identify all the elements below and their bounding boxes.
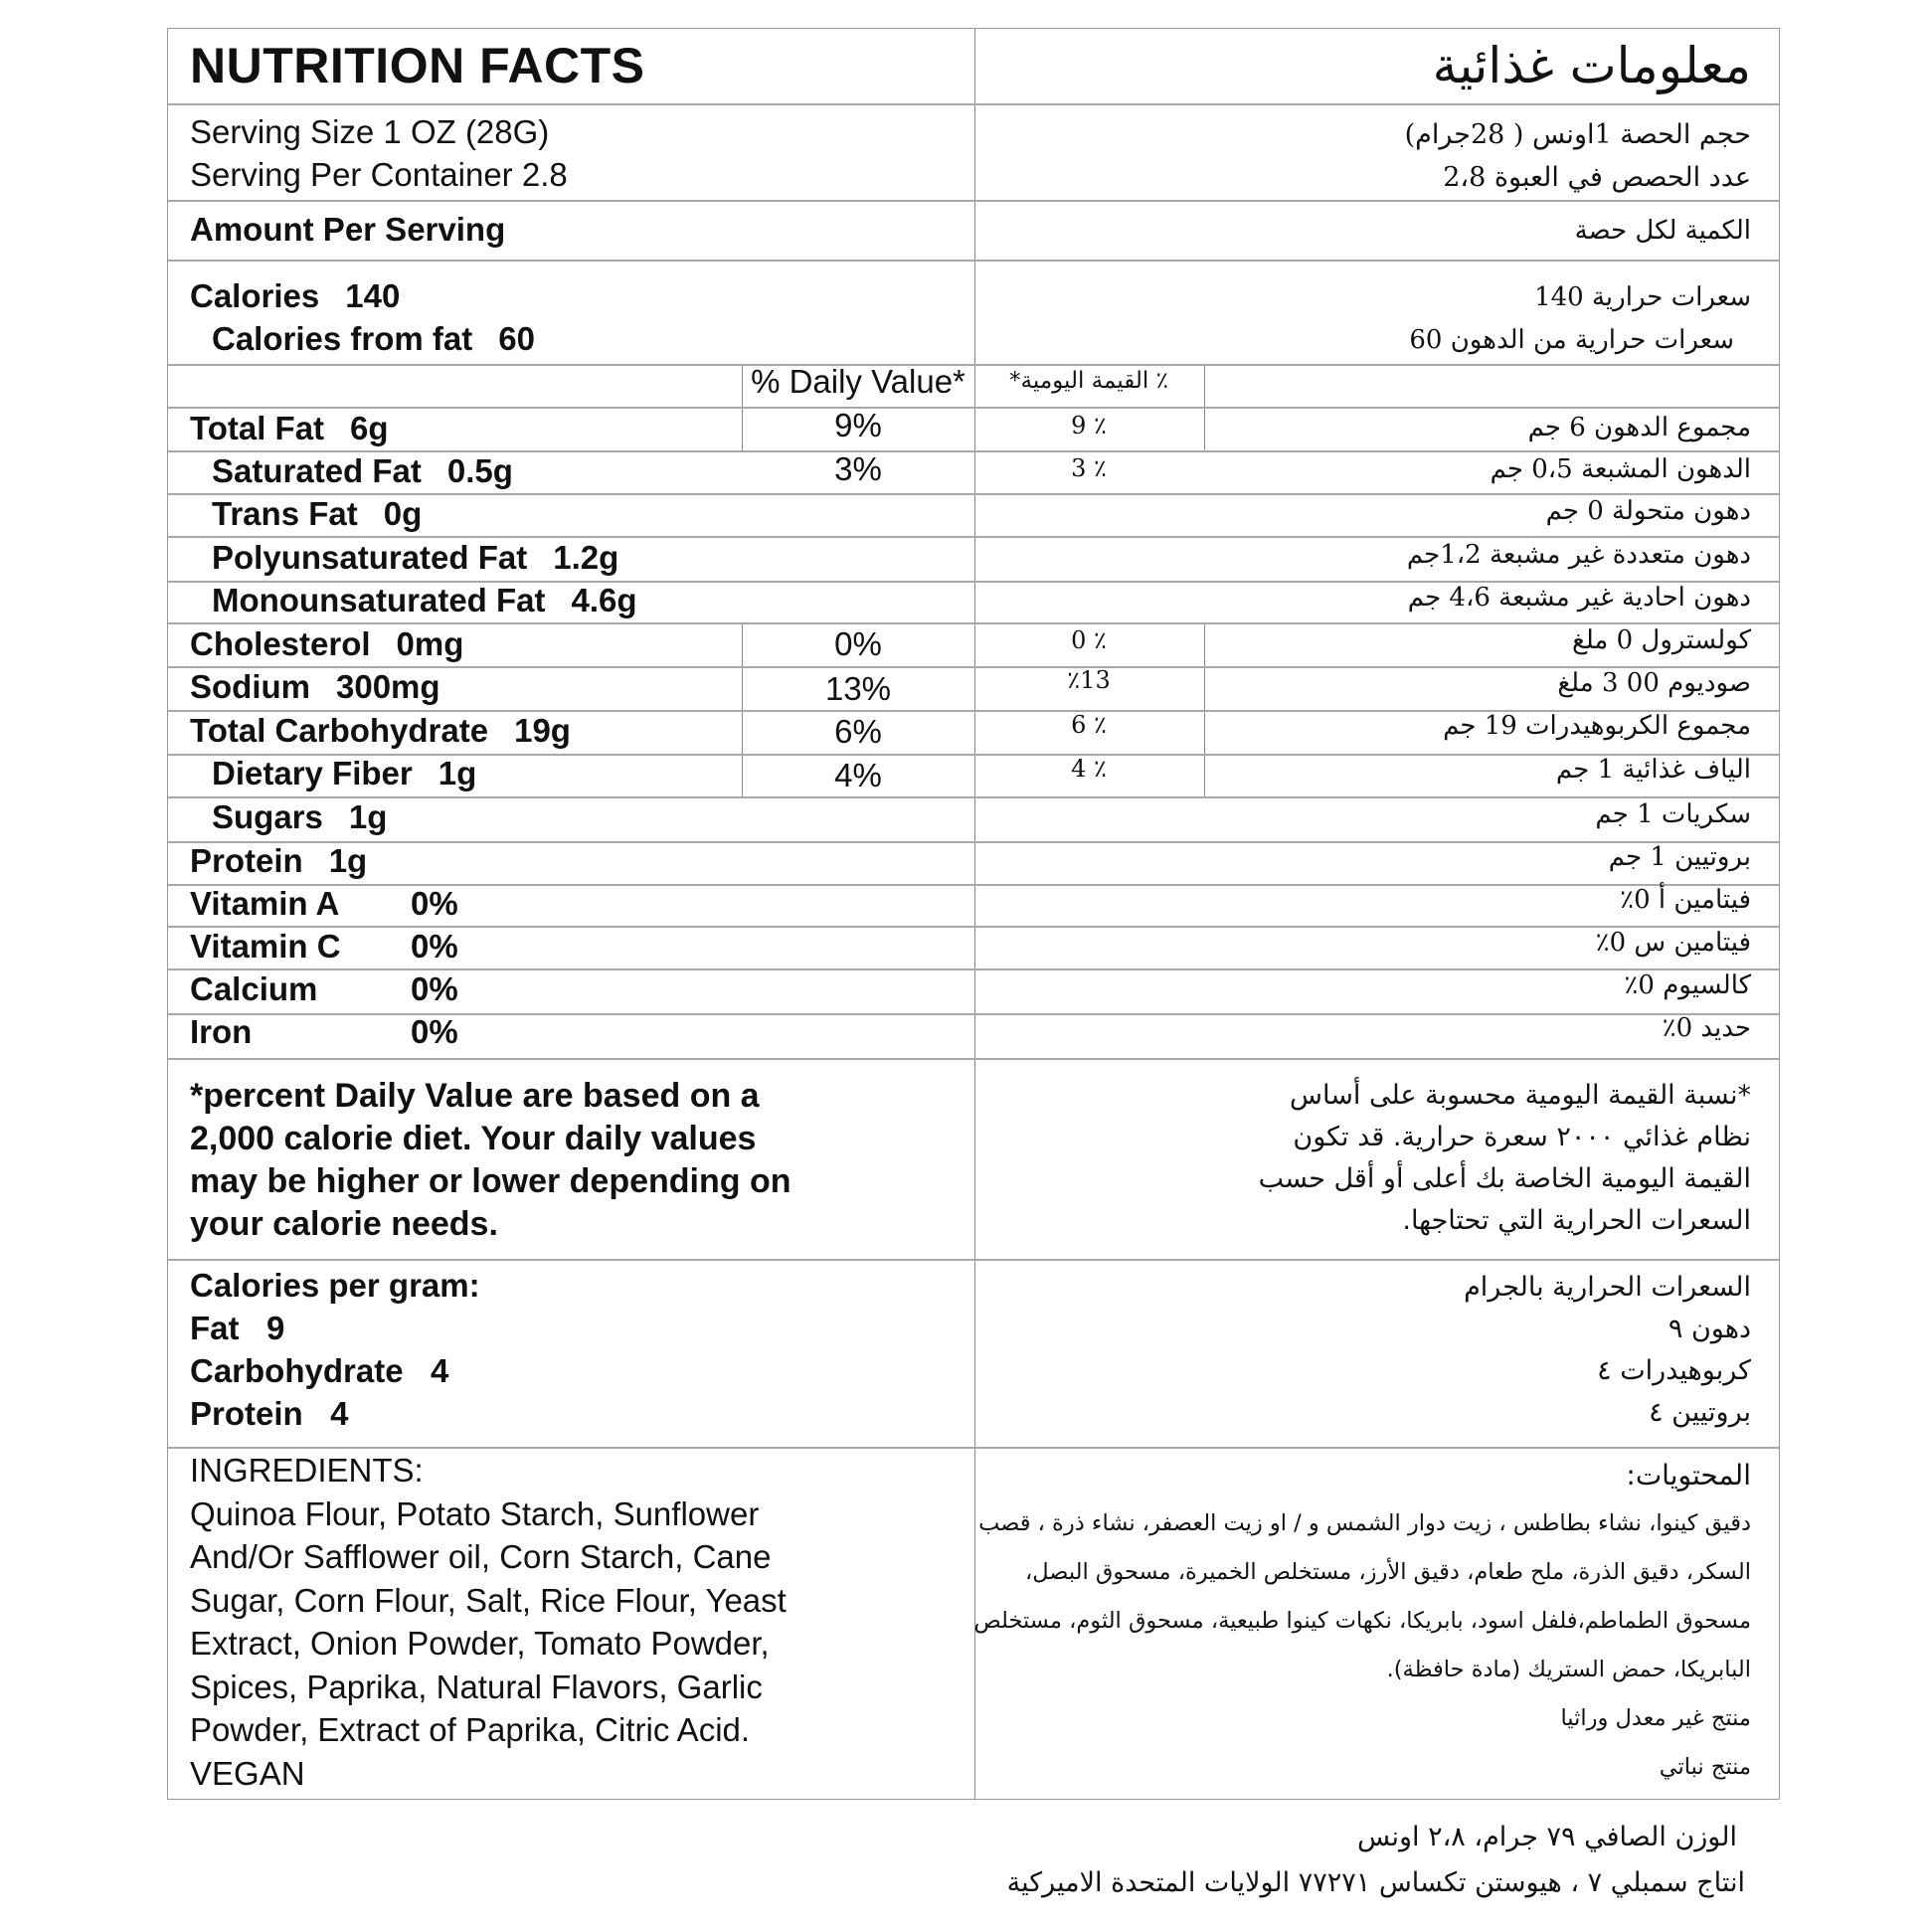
- nutrient-ar-monounsaturated-fat: دهون احادية غير مشبعة 4،6 جم: [1407, 583, 1751, 613]
- vitamin-row-a: [190, 885, 458, 923]
- nutrient-amount: 1g: [328, 842, 368, 879]
- nutrient-ar-saturated-fat: الدهون المشبعة 0،5 جم: [1490, 454, 1751, 484]
- non-gmo-label-ar: منتج غير معدل وراثيا: [1560, 1705, 1751, 1731]
- ingredients-line-ar: دقيق كينوا، نشاء بطاطس ، زيت دوار الشمس و / او زيت العصفر، نشاء ذرة ، قصب: [978, 1510, 1751, 1536]
- cpg-carbohydrate: Carbohydrate 4: [190, 1352, 449, 1389]
- ingredients-line: Quinoa Flour, Potato Starch, Sunflower: [190, 1494, 760, 1532]
- nutrient-amount: 1g: [348, 798, 388, 835]
- vitamin-value: 0%: [411, 885, 458, 922]
- nutrient-ar-cholesterol: كولسترول 0 ملغ: [1571, 625, 1751, 655]
- daily-value-header-ar: ٪ القيمة اليومية*: [1009, 368, 1168, 394]
- dv-total-fat: 9%: [834, 407, 882, 443]
- nutrient-name: Polyunsaturated Fat: [212, 539, 528, 576]
- dv-sodium: 13%: [824, 670, 892, 707]
- calories-from-fat-label: Calories from fat: [212, 320, 473, 357]
- serving-size: Serving Size 1 OZ (28G): [190, 113, 550, 150]
- cpg-title: Calories per gram:: [190, 1267, 480, 1304]
- rule: [168, 841, 1779, 843]
- nutrient-name: Protein: [190, 842, 303, 879]
- nutrient-row-polyunsaturated-fat: [190, 539, 618, 577]
- rule: [168, 1259, 1779, 1261]
- nutrient-name: Dietary Fiber: [212, 755, 413, 791]
- cpg-title-ar: السعرات الحرارية بالجرام: [1464, 1272, 1751, 1303]
- nutrient-row-protein: [190, 842, 367, 880]
- amount-per-serving: Amount Per Serving: [190, 211, 506, 248]
- nutrient-ar-polyunsaturated-fat: دهون متعددة غير مشبعة 1،2جم: [1406, 540, 1751, 570]
- footnote-line: your calorie needs.: [190, 1205, 498, 1243]
- vitamin-ar-calcium: كالسيوم 0٪: [1624, 970, 1751, 1000]
- nutrient-ar-dietary-fiber: الياف غذائية 1 جم: [1555, 755, 1751, 785]
- calories-from-fat-ar: سعرات حرارية من الدهون 60: [1409, 325, 1734, 355]
- nutrient-row-dietary-fiber: [190, 755, 476, 792]
- footnote-arabic: [1259, 1075, 1751, 1242]
- footnote-line: *percent Daily Value are based on a: [190, 1077, 760, 1115]
- rule: [168, 260, 1779, 262]
- footnote-line: may be higher or lower depending on: [190, 1162, 791, 1200]
- nutrient-name: Sugars: [212, 798, 323, 835]
- nutrient-name: Monounsaturated Fat: [212, 582, 546, 618]
- nutrient-ar-sugars: سكريات 1 جم: [1595, 799, 1751, 829]
- nutrient-amount: 4.6g: [571, 582, 637, 618]
- calories-label: Calories: [190, 277, 320, 314]
- daily-value-header: % Daily Value*: [751, 363, 966, 400]
- cpg-fat: Fat 9: [190, 1310, 285, 1346]
- vitamin-value: 0%: [411, 1013, 458, 1050]
- calories-from-fat-value: 60: [498, 320, 535, 357]
- rule: [168, 1058, 1779, 1060]
- nutrient-ar-protein: بروتيين 1 جم: [1608, 842, 1751, 872]
- cpg-carbohydrate-ar: كربوهيدرات ٤: [1597, 1355, 1751, 1386]
- dv-ar-saturated-fat: ٪ 3: [1071, 454, 1107, 482]
- vegan-label: VEGAN: [190, 1754, 305, 1792]
- nutrition-label: [167, 28, 1780, 1800]
- nutrient-row-monounsaturated-fat: [190, 582, 637, 619]
- footnote-line-ar: القيمة اليومية الخاصة بك أعلى أو أقل حسب: [1258, 1163, 1751, 1194]
- dv-ar-total-carbohydrate: ٪ 6: [1071, 711, 1107, 739]
- dv-total-carbohydrate: 6%: [834, 713, 882, 750]
- nutrient-ar-total-carbohydrate: مجموع الكربوهيدرات 19 جم: [1443, 711, 1751, 741]
- nutrient-row-total-carbohydrate: [190, 712, 571, 750]
- ingredients-line: Extract, Onion Powder, Tomato Powder,: [190, 1625, 770, 1662]
- amount-per-serving-ar: الكمية لكل حصة: [1574, 216, 1751, 246]
- vitamin-name: Calcium: [190, 970, 318, 1007]
- nutrient-name: Saturated Fat: [212, 452, 422, 489]
- nutrient-row-sugars: [190, 798, 387, 836]
- vitamin-name: Vitamin C: [190, 928, 341, 965]
- footnote-english: [190, 1075, 791, 1246]
- calories-per-gram-arabic: [1464, 1267, 1751, 1434]
- nutrient-ar-total-fat: مجموع الدهون 6 جم: [1527, 413, 1751, 442]
- vitamin-ar-c: فيتامين س 0٪: [1595, 928, 1751, 958]
- dv-saturated-fat: 3%: [834, 450, 882, 487]
- cpg-protein: Protein 4: [190, 1395, 349, 1432]
- nutrient-name: Cholesterol: [190, 625, 371, 662]
- rule: [168, 103, 1779, 105]
- nutrient-ar-sodium: صوديوم 00 3 ملغ: [1557, 668, 1751, 698]
- dv-ar-total-fat: ٪ 9: [1071, 412, 1107, 439]
- vitamin-row-c: [190, 928, 458, 966]
- ingredients-line-ar: البابريكا، حمض الستريك (مادة حافظة).: [1386, 1657, 1751, 1682]
- servings-per-container: Serving Per Container 2.8: [190, 156, 568, 193]
- vitamin-row-iron: [190, 1013, 458, 1051]
- rule: [168, 796, 1779, 798]
- serving-info-arabic: [1405, 113, 1751, 199]
- title-english: NUTRITION FACTS: [190, 38, 645, 93]
- nutrient-amount: 0g: [383, 495, 423, 532]
- calories-from-fat-row: [190, 320, 535, 358]
- dv-cholesterol: 0%: [834, 625, 882, 662]
- ingredients-line: Spices, Paprika, Natural Flavors, Garlic: [190, 1668, 763, 1705]
- producer-ar: انتاج سمبلي ٧ ، هيوستن تكساس ٧٧٢٧١ الولايات المتحدة الاميركية: [1006, 1867, 1745, 1898]
- ingredients-title-ar: المحتويات:: [1626, 1459, 1751, 1492]
- rule: [168, 622, 1779, 624]
- nutrient-amount: 6g: [350, 410, 389, 446]
- footnote-line-ar: نظام غذائي ٢٠٠٠ سعرة حرارية. قد تكون: [1293, 1122, 1751, 1152]
- nutrient-amount: 1.2g: [553, 539, 619, 576]
- nutrient-row-cholesterol: [190, 625, 463, 663]
- nutrient-amount: 0.5g: [446, 452, 513, 489]
- ingredients-line-ar: مسحوق الطماطم،فلفل اسود، بابريكا، نكهات كينوا طبيعية، مسحوق الثوم، مستخلص: [973, 1608, 1751, 1634]
- nutrient-amount: 1g: [438, 755, 477, 791]
- nutrient-amount: 0mg: [396, 625, 464, 662]
- ingredients-arabic: [975, 1451, 1751, 1792]
- nutrient-row-trans-fat: [190, 495, 422, 533]
- nutrient-name: Sodium: [190, 668, 310, 705]
- vitamin-value: 0%: [411, 970, 458, 1007]
- ingredients-line-ar: السكر، دقيق الذرة، ملح طعام، دقيق الأرز، مستخلص الخميرة، مسحوق البصل،: [1025, 1559, 1751, 1585]
- nutrient-name: Total Fat: [190, 410, 325, 446]
- calories-value: 140: [345, 277, 401, 314]
- vitamin-ar-iron: حديد 0٪: [1662, 1013, 1751, 1043]
- ingredients-english: [190, 1449, 806, 1795]
- cpg-fat-ar: دهون ٩: [1668, 1314, 1751, 1344]
- footnote-line-ar: السعرات الحرارية التي تحتاجها.: [1402, 1205, 1751, 1236]
- ingredients-line: And/Or Safflower oil, Corn Starch, Cane: [190, 1538, 772, 1575]
- vitamin-name: Iron: [190, 1013, 253, 1050]
- vitamin-name: Vitamin A: [190, 885, 340, 922]
- serving-size-ar: حجم الحصة 1اونس ( 28جرام): [1404, 119, 1751, 150]
- nutrient-row-sodium: [190, 668, 440, 706]
- rule: [168, 536, 1779, 538]
- net-weight-ar: الوزن الصافي ٧٩ جرام، ٢،٨ اونس: [1357, 1822, 1737, 1852]
- dv-dietary-fiber: 4%: [834, 757, 882, 793]
- vitamin-row-calcium: [190, 970, 458, 1008]
- vitamin-ar-a: فيتامين أ 0٪: [1620, 885, 1751, 915]
- nutrient-amount: 300mg: [336, 668, 440, 705]
- nutrient-ar-trans-fat: دهون متحولة 0 جم: [1545, 496, 1751, 526]
- calories-ar: سعرات حرارية 140: [1534, 282, 1751, 312]
- title-arabic: معلومات غذائية: [1432, 37, 1751, 94]
- vitamin-value: 0%: [411, 928, 458, 965]
- serving-info-english: [190, 110, 568, 196]
- footnote-line: 2,000 calorie diet. Your daily values: [190, 1120, 757, 1157]
- footnote-line-ar: *نسبة القيمة اليومية محسوبة على أساس: [1290, 1080, 1751, 1111]
- rule: [168, 200, 1779, 202]
- nutrient-row-saturated-fat: [190, 452, 513, 490]
- ingredients-line: Sugar, Corn Flour, Salt, Rice Flour, Yeast: [190, 1581, 787, 1619]
- dv-ar-sodium: ٪13: [1067, 666, 1111, 694]
- vegan-label-ar: منتج نباتي: [1659, 1754, 1751, 1780]
- cpg-protein-ar: بروتيين ٤: [1649, 1397, 1751, 1428]
- nutrient-row-total-fat: [190, 410, 389, 447]
- dv-ar-dietary-fiber: ٪ 4: [1071, 755, 1107, 783]
- servings-per-container-ar: عدد الحصص في العبوة 2،8: [1443, 162, 1751, 193]
- ingredients-title: INGREDIENTS:: [190, 1452, 424, 1489]
- nutrient-name: Trans Fat: [212, 495, 358, 532]
- nutrient-amount: 19g: [514, 712, 571, 749]
- dv-ar-cholesterol: ٪ 0: [1071, 626, 1107, 654]
- nutrient-name: Total Carbohydrate: [190, 712, 489, 749]
- calories-row: [190, 277, 400, 315]
- calories-per-gram-english: [190, 1264, 480, 1435]
- ingredients-line: Powder, Extract of Paprika, Citric Acid.: [190, 1711, 751, 1748]
